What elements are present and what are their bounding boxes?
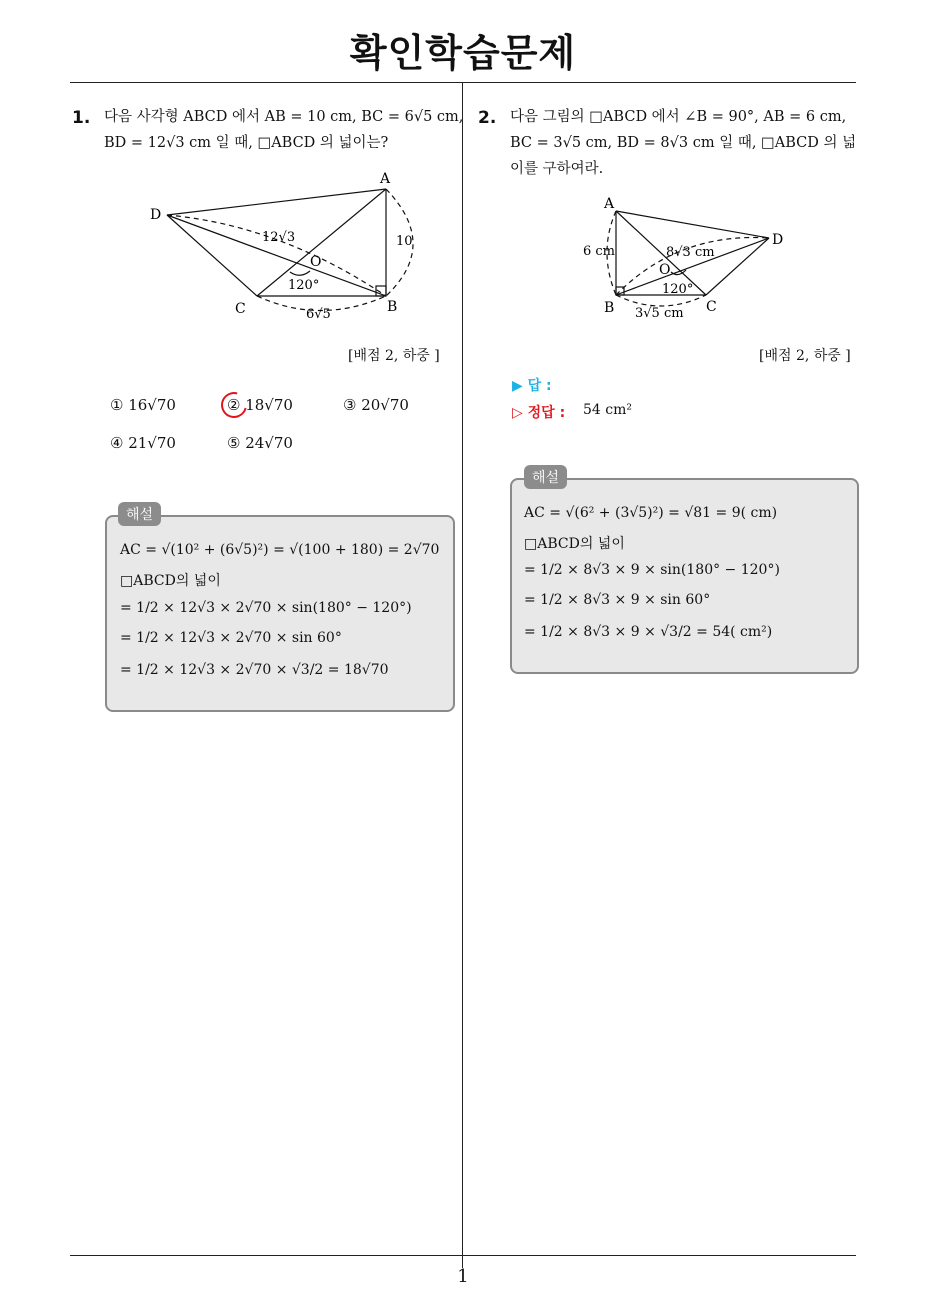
label-b: B <box>604 300 615 316</box>
correct-answer-label: ▷ 정답 : <box>512 405 566 421</box>
question-2-figure <box>578 192 818 327</box>
q1-expl-line-2: □ABCD의 넓이 <box>120 573 221 589</box>
q1-expl-line-5: = 1/2 × 12√3 × 2√70 × √3/2 = 18√70 <box>120 662 389 678</box>
question-2-line1: 다음 그림의 □ABCD 에서 ∠B = 90°, AB = 6 cm, <box>510 109 847 125</box>
q1-expl-line-3: = 1/2 × 12√3 × 2√70 × sin(180° − 120°) <box>120 600 412 616</box>
question-1-line1: 다음 사각형 ABCD 에서 AB = 10 cm, BC = 6√5 cm, <box>104 109 464 125</box>
choice-1[interactable]: ① 16√70 <box>110 396 176 414</box>
label-b: B <box>387 299 398 315</box>
angle-arc <box>290 271 310 275</box>
label-ab-length: 6 cm <box>583 244 616 259</box>
question-2-score: [배점 2, 하중 ] <box>759 348 851 364</box>
q2-expl-line-4: = 1/2 × 8√3 × 9 × sin 60° <box>524 592 711 608</box>
label-bd-length: 8√3 cm <box>666 245 715 260</box>
q2-expl-line-5: = 1/2 × 8√3 × 9 × √3/2 = 54( cm²) <box>524 624 773 640</box>
page-number: 1 <box>457 1266 469 1287</box>
edge-ad <box>616 211 769 238</box>
question-1-explanation-tag: 해설 <box>118 502 161 526</box>
question-2-text <box>510 104 856 182</box>
choice-4[interactable]: ④ 21√70 <box>110 434 176 452</box>
label-c: C <box>235 301 246 317</box>
top-divider <box>70 82 856 83</box>
label-d: D <box>772 232 784 248</box>
page-title: 확인학습문제 <box>349 31 577 75</box>
edge-da <box>167 189 386 215</box>
label-ab-length: 10 <box>396 234 413 249</box>
question-1-figure <box>140 165 440 330</box>
label-c: C <box>706 299 717 315</box>
edge-cd <box>167 215 257 296</box>
selected-choice-mark <box>216 387 252 423</box>
answer-input-label[interactable]: ▶ 답 : <box>512 378 552 394</box>
correct-answer-value: 54 cm² <box>583 402 632 418</box>
choice-2[interactable]: ② 18√70 <box>227 396 293 414</box>
question-2-line2: BC = 3√5 cm, BD = 8√3 cm 일 때, □ABCD 의 넓 <box>510 135 857 151</box>
question-2-line3: 이를 구하여라. <box>510 161 604 177</box>
choice-5[interactable]: ⑤ 24√70 <box>227 434 293 452</box>
bottom-divider <box>70 1255 856 1256</box>
diagonal-db <box>167 215 386 296</box>
question-1-score: [배점 2, 하중 ] <box>348 348 440 364</box>
q1-expl-line-1: AC = √(10² + (6√5)²) = √(100 + 180) = 2√70 <box>120 542 440 558</box>
label-a: A <box>604 196 615 212</box>
label-a: A <box>380 171 391 187</box>
q2-expl-line-1: AC = √(6² + (3√5)²) = √81 = 9( cm) <box>524 505 778 521</box>
choice-3[interactable]: ③ 20√70 <box>343 396 409 414</box>
label-angle: 120° <box>288 278 320 293</box>
question-1-text <box>104 104 463 156</box>
q2-expl-line-2: □ABCD의 넓이 <box>524 536 625 552</box>
q1-expl-line-4: = 1/2 × 12√3 × 2√70 × sin 60° <box>120 630 342 646</box>
question-2-number: 2. <box>478 108 497 128</box>
label-d: D <box>150 207 162 223</box>
q2-expl-line-3: = 1/2 × 8√3 × 9 × sin(180° − 120°) <box>524 562 780 578</box>
question-2-explanation-tag: 해설 <box>524 465 567 489</box>
edge-dc <box>706 238 769 295</box>
question-1-line2: BD = 12√3 cm 일 때, □ABCD 의 넓이는? <box>104 135 389 151</box>
label-bd-length: 12√3 <box>262 230 296 245</box>
label-angle: 120° <box>662 282 694 297</box>
column-divider <box>462 82 463 1268</box>
label-o: O <box>310 254 322 270</box>
label-bc-length: 6√5 <box>306 307 331 322</box>
label-bc-length: 3√5 cm <box>635 306 684 321</box>
question-1-number: 1. <box>72 108 91 128</box>
label-o: O <box>659 262 671 278</box>
